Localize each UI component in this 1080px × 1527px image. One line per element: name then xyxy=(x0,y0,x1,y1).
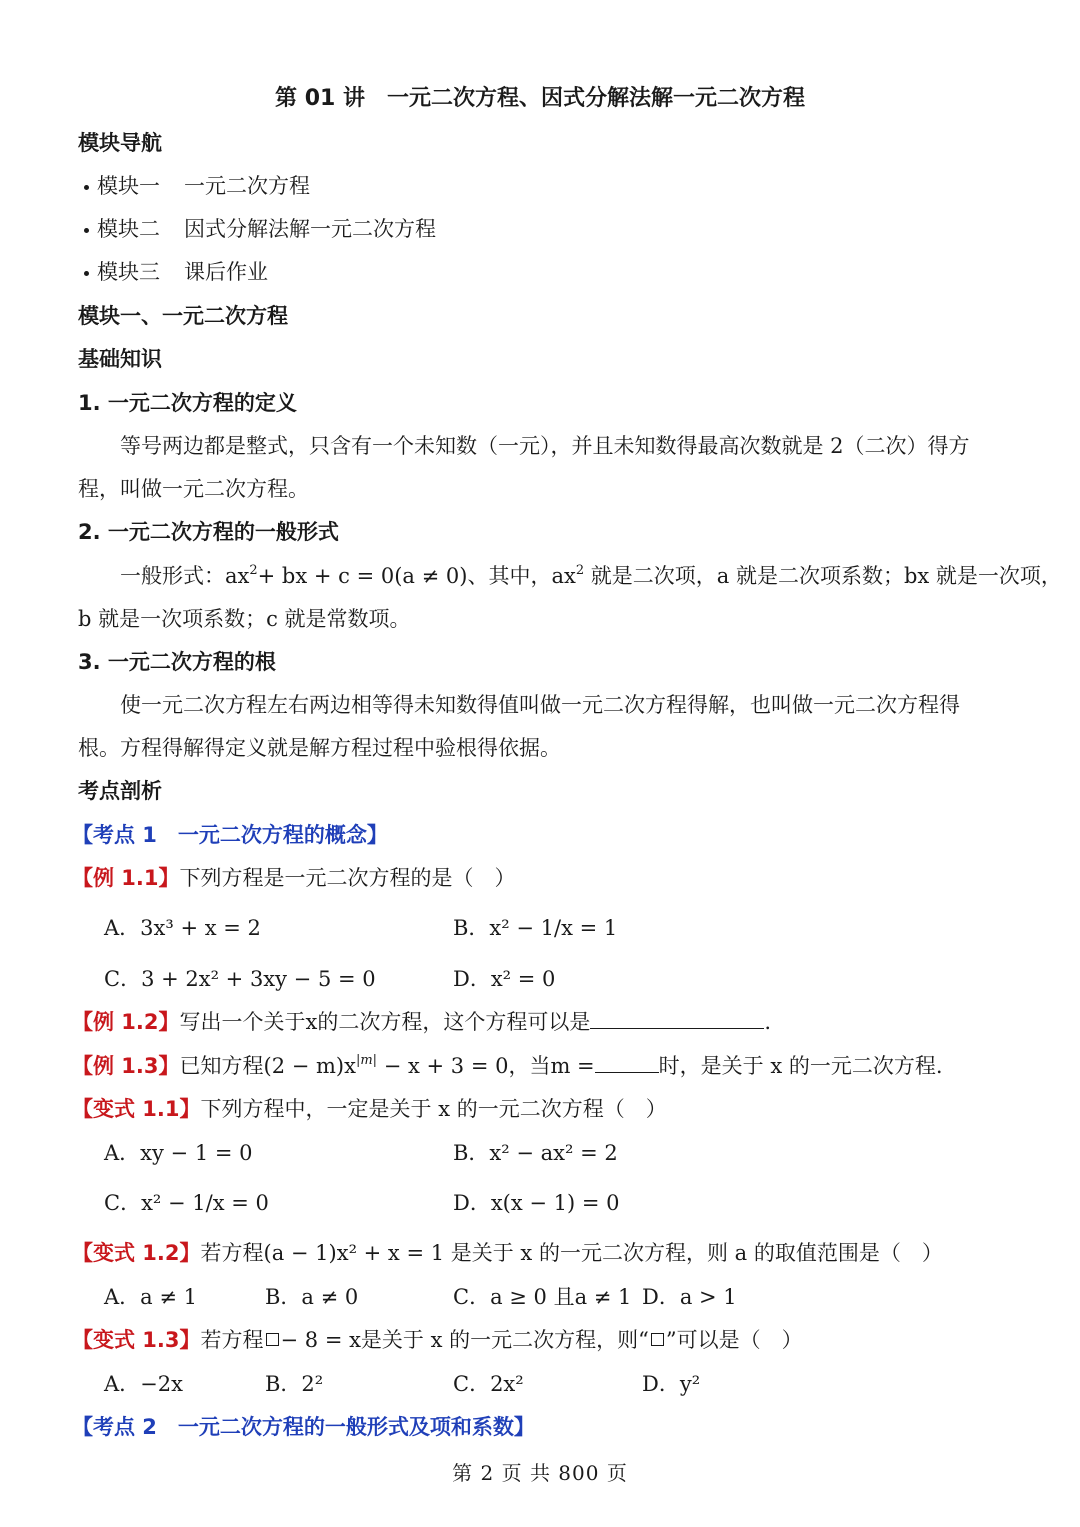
example-question: 写出一个关于x的二次方程，这个方程可以是 xyxy=(179,1010,591,1034)
nav-item-1 xyxy=(84,171,310,201)
variant-tag: 【变式 1.2】 xyxy=(72,1241,201,1265)
nav-item-text: 一元二次方程 xyxy=(184,174,310,198)
option-a: A．3x³ + x = 2 xyxy=(104,916,261,940)
square-placeholder-icon xyxy=(266,1333,279,1346)
section1-title: 1. 一元二次方程的定义 xyxy=(78,391,297,415)
analysis-heading: 考点剖析 xyxy=(78,779,162,803)
option-a: A．a ≠ 1 xyxy=(104,1285,197,1309)
nav-item-text: 因式分解法解一元二次方程 xyxy=(184,217,436,241)
nav-item-label: 模块一 xyxy=(97,174,160,198)
example-tag: 【例 1.2】 xyxy=(72,1010,180,1034)
option-c: C．a ≥ 0 且a ≠ 1 xyxy=(453,1285,632,1309)
option-b: B．x² − 1/x = 1 xyxy=(453,916,618,940)
key-point-1: 【考点 1 一元二次方程的概念】 xyxy=(72,823,388,847)
variant-question-part2: − 8 = x是关于 x 的一元二次方程，则“ xyxy=(280,1328,649,1352)
bullet-icon xyxy=(84,271,89,276)
nav-item-2 xyxy=(84,214,436,244)
example-question-part2: − x + 3 = 0，当m = xyxy=(377,1054,595,1078)
nav-heading: 模块导航 xyxy=(78,131,162,155)
answer-blank[interactable] xyxy=(595,1052,659,1073)
example-tag: 【例 1.3】 xyxy=(72,1054,180,1078)
page-title: 第 01 讲 一元二次方程、因式分解法解一元二次方程 xyxy=(275,86,805,111)
nav-item-label: 模块三 xyxy=(97,260,160,284)
option-a: A．xy − 1 = 0 xyxy=(104,1141,253,1165)
general-form-a: 一般形式：ax xyxy=(120,564,250,588)
bullet-icon xyxy=(84,185,89,190)
variant-question: 若方程(a − 1)x² + x = 1 是关于 x 的一元二次方程，则 a 的取值范围是（ ） xyxy=(200,1241,943,1265)
example-question-part3: 时，是关于 x 的一元二次方程. xyxy=(658,1054,943,1078)
option-d: D．y² xyxy=(642,1372,701,1396)
nav-item-label: 模块二 xyxy=(97,217,160,241)
general-form-c: 就是二次项，a 就是二次项系数；bx 就是一次项， xyxy=(590,564,1062,588)
page-footer: 第 2 页 共 800 页 xyxy=(452,1461,628,1485)
variant-question: 下列方程中，一定是关于 x 的一元二次方程（ ） xyxy=(200,1097,667,1121)
section2-para-line2: b 就是一次项系数；c 就是常数项。 xyxy=(78,607,411,631)
nav-item-text: 课后作业 xyxy=(184,260,268,284)
option-a: A．−2x xyxy=(104,1372,183,1396)
section1-para-line2: 程，叫做一元二次方程。 xyxy=(78,477,309,501)
option-c: C．2x² xyxy=(453,1372,524,1396)
variant-question-part1: 若方程 xyxy=(200,1328,264,1352)
option-c: C．3 + 2x² + 3xy − 5 = 0 xyxy=(104,967,376,991)
key-point-2: 【考点 2 一元二次方程的一般形式及项和系数】 xyxy=(72,1415,535,1439)
section2-para-line1: 一般形式：$ax^2+$ bx + c = 0(a ≠ 0)、其中，$ax^2$ 就是二次项，a 就是二次项系数；bx 就是一次项， xyxy=(120,563,1062,588)
example-question-part1: 已知方程(2 − m)x xyxy=(179,1054,356,1078)
example-question: 下列方程是一元二次方程的是（ ） xyxy=(179,866,516,890)
option-b: B．2² xyxy=(265,1372,324,1396)
variant-1-3 xyxy=(72,1325,803,1355)
example-1-2 xyxy=(72,1007,771,1037)
square-placeholder-icon xyxy=(651,1333,664,1346)
section1-para-line1: 等号两边都是整式，只含有一个未知数（一元），并且未知数得最高次数就是 2（二次）得方 xyxy=(120,434,970,458)
option-d: D．x(x − 1) = 0 xyxy=(453,1191,620,1215)
module1-heading: 模块一、一元二次方程 xyxy=(78,304,288,328)
option-d: D．x² = 0 xyxy=(453,967,556,991)
basics-heading: 基础知识 xyxy=(78,347,162,371)
section3-para-line2: 根。方程得解得定义就是解方程过程中验根得依据。 xyxy=(78,736,561,760)
option-c: C．x² − 1/x = 0 xyxy=(104,1191,269,1215)
example-1-3: 【例 1.3】已知方程$(2 - m)x^{|m|} - x + 3 = 0$，当m = 时，是关于 x 的一元二次方程. xyxy=(72,1053,943,1078)
variant-1-2 xyxy=(72,1238,943,1268)
section3-title: 3. 一元二次方程的根 xyxy=(78,650,276,674)
section2-title: 2. 一元二次方程的一般形式 xyxy=(78,520,339,544)
answer-blank[interactable] xyxy=(590,1008,764,1029)
general-form-b: + bx + c = 0(a ≠ 0)、其中，ax xyxy=(257,564,576,588)
section3-para-line1: 使一元二次方程左右两边相等得未知数得值叫做一元二次方程得解，也叫做一元二次方程得 xyxy=(120,693,960,717)
period: . xyxy=(764,1010,772,1034)
variant-question-part3: ”可以是（ ） xyxy=(665,1328,803,1352)
option-b: B．x² − ax² = 2 xyxy=(453,1141,618,1165)
option-d: D．a > 1 xyxy=(642,1285,737,1309)
example-1-1 xyxy=(72,863,516,893)
variant-tag: 【变式 1.3】 xyxy=(72,1328,201,1352)
example-tag: 【例 1.1】 xyxy=(72,866,180,890)
variant-tag: 【变式 1.1】 xyxy=(72,1097,201,1121)
nav-item-3 xyxy=(84,257,268,287)
variant-1-1 xyxy=(72,1094,667,1124)
option-b: B．a ≠ 0 xyxy=(265,1285,359,1309)
bullet-icon xyxy=(84,228,89,233)
